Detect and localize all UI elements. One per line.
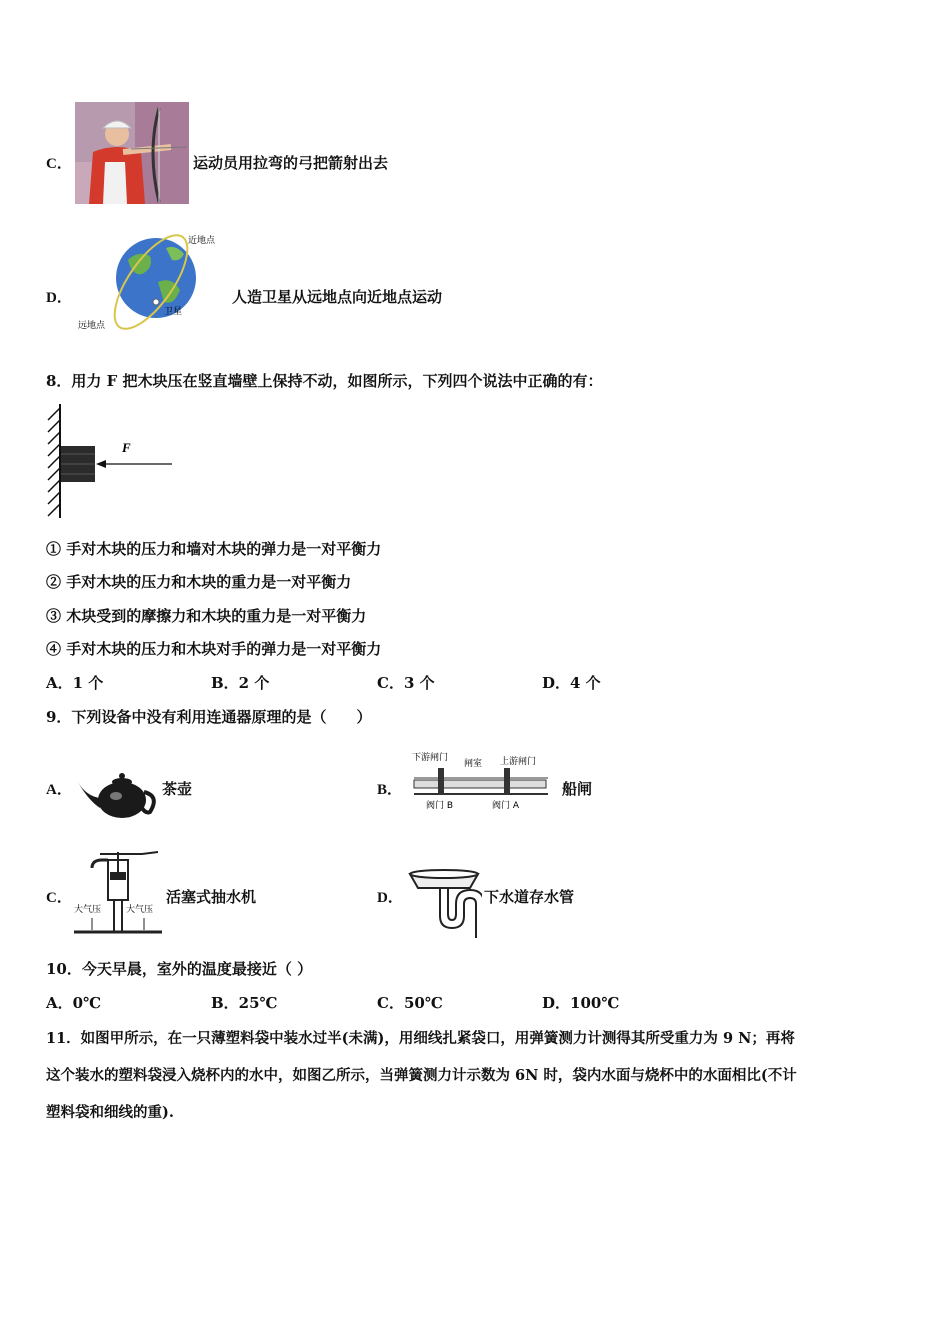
q8-option-c: C．3 个	[377, 674, 435, 692]
q8-option-b: B．2 个	[211, 674, 270, 692]
q10-option-a: A．0℃	[46, 994, 102, 1012]
ship-lock-diagram	[408, 750, 553, 812]
q8-statement-4: ④ 手对木块的压力和木块对手的弹力是一对平衡力	[46, 640, 382, 658]
q9-option-c-letter: C．	[46, 890, 72, 906]
far-point-label: 远地点	[78, 321, 106, 331]
q7-option-c-letter: C．	[46, 156, 72, 172]
q9-option-a-letter: A．	[46, 782, 72, 798]
q9-option-c-text: 活塞式抽水机	[166, 888, 257, 906]
lock-down-gate-label: 下游闸门	[412, 753, 449, 763]
q10-stem: 10．今天早晨，室外的温度最接近（ ）	[46, 960, 313, 978]
q9-stem: 9．下列设备中没有利用连通器原理的是（ ）	[46, 708, 372, 726]
lock-valve-b-label: 阀门 B	[426, 801, 454, 811]
satellite-label: 卫星	[164, 307, 183, 317]
q11-line-2: 这个装水的塑料袋浸入烧杯内的水中，如图乙所示，当弹簧测力计示数为 6N 时，袋内水面与烧杯中的水面相比(不计	[46, 1067, 797, 1084]
q9-option-d-text: 下水道存水管	[484, 888, 575, 906]
force-label: F	[122, 440, 131, 455]
q7-option-d-letter: D．	[46, 290, 72, 306]
q9-option-a-text: 茶壶	[162, 780, 193, 798]
pump-atm-label-1: 大气压	[74, 905, 102, 915]
q8-option-d: D．4 个	[542, 674, 601, 692]
drain-trap-diagram	[406, 868, 482, 940]
q11-line-3: 塑料袋和细线的重).	[46, 1104, 174, 1121]
archer-photo	[75, 102, 189, 204]
q9-option-b-text: 船闸	[562, 780, 593, 798]
q8-stem: 8．用力 F 把木块压在竖直墙壁上保持不动，如图所示，下列四个说法中正确的有：	[46, 372, 603, 390]
q10-option-c: C．50℃	[377, 994, 443, 1012]
q8-statement-1: ① 手对木块的压力和墙对木块的弹力是一对平衡力	[46, 540, 382, 558]
block-on-wall-diagram	[44, 402, 184, 520]
q8-statement-2: ② 手对木块的压力和木块的重力是一对平衡力	[46, 573, 352, 591]
piston-pump-diagram	[72, 848, 164, 940]
lock-valve-a-label: 阀门 A	[492, 801, 520, 811]
q10-option-d: D．100℃	[542, 994, 620, 1012]
q9-option-d-letter: D．	[377, 890, 403, 906]
pump-atm-label-2: 大气压	[126, 905, 154, 915]
q7-option-c-text: 运动员用拉弯的弓把箭射出去	[193, 154, 389, 172]
q7-option-d-text: 人造卫星从远地点向近地点运动	[232, 288, 443, 306]
q8-option-a: A．1 个	[46, 674, 104, 692]
q8-statement-3: ③ 木块受到的摩擦力和木块的重力是一对平衡力	[46, 607, 367, 625]
lock-chamber-label: 闸室	[464, 759, 483, 769]
q9-option-b-letter: B．	[377, 782, 403, 798]
q10-option-b: B．25℃	[211, 994, 278, 1012]
near-point-label: 近地点	[188, 236, 216, 246]
satellite-orbit-diagram	[76, 232, 226, 332]
q11-line-1: 11．如图甲所示，在一只薄塑料袋中装水过半(未满)，用细线扎紧袋口，用弹簧测力计测得其所受重力为 9 N；再将	[46, 1030, 795, 1047]
lock-up-gate-label: 上游闸门	[500, 757, 537, 767]
teapot-icon	[76, 766, 160, 822]
